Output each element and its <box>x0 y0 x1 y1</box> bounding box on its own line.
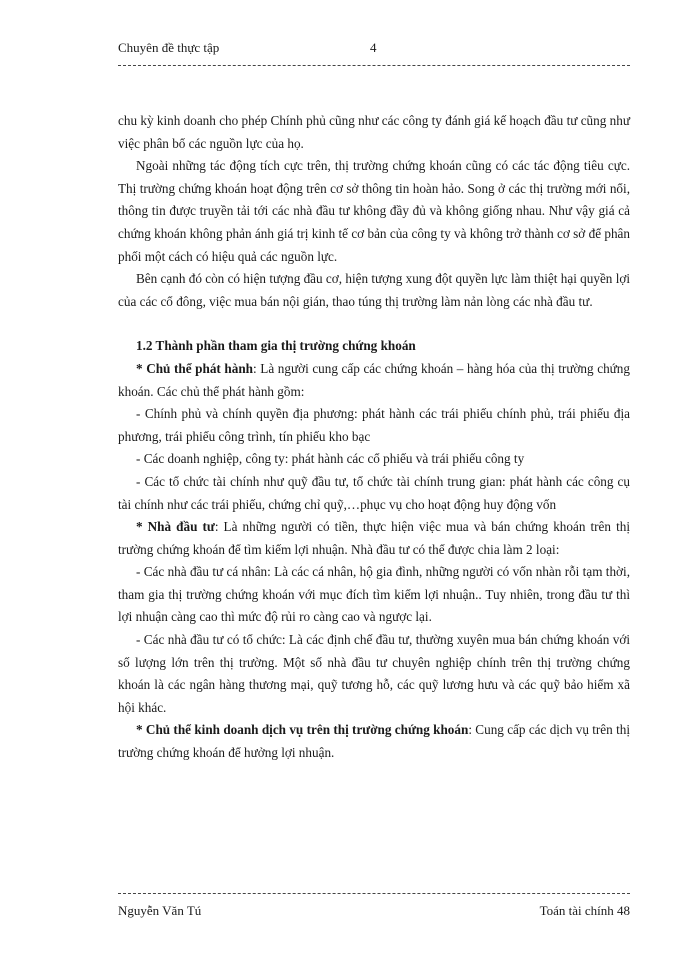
issuer-text: : Là người cung cấp các chứng khoán – hàng hóa của thị trường chứng khoán. Các chủ thể phát hành gồm: <box>118 360 630 399</box>
paragraph-speculation: Bên cạnh đó còn có hiện tượng đầu cơ, hiện tượng xung đột quyền lực làm thiệt hại quyền lợi của các cổ đông, việc mua bán nội gián, thao túng thị trường làm nản lòng các nhà đầu tư. <box>118 271 630 309</box>
paragraph-issuer-corporate: - Các doanh nghiệp, công ty: phát hành các cổ phiếu và trái phiếu công ty <box>136 451 525 467</box>
page-body <box>118 110 630 765</box>
page-footer <box>118 903 630 923</box>
paragraph-investor-individual: - Các nhà đầu tư cá nhân: Là các cá nhân, hộ gia đình, những người có vốn nhàn rỗi tạm thời, tham gia thị trường chứng khoán với mục đích tìm kiếm lợi nhuận.. Tuy nhiên, trong đầu tư thì lợi nhuận càng cao thì mức độ rủi ro càng cao và ngược lại. <box>118 564 630 625</box>
footer-class: Toán tài chính 48 <box>539 903 630 918</box>
page-number: 4 <box>370 40 377 55</box>
paragraph-issuer <box>118 358 630 403</box>
footer-author: Nguyễn Văn Tú <box>118 903 202 918</box>
header-title: Chuyên đề thực tập <box>118 40 220 55</box>
page-header <box>118 40 630 60</box>
paragraph-issuer-government: - Chính phủ và chính quyền địa phương: phát hành các trái phiếu chính phủ, trái phiếu địa phương, trái phiếu công trình, tín phiếu kho bạc <box>118 406 630 444</box>
investor-label: * Nhà đầu tư <box>136 519 215 535</box>
broker-label: * Chủ thể kinh doanh dịch vụ trên thị trường chứng khoán <box>136 722 469 738</box>
section-heading: 1.2 Thành phần tham gia thị trường chứng khoán <box>136 338 416 354</box>
paragraph-investor <box>118 516 630 561</box>
paragraph-broker <box>118 719 630 764</box>
paragraph-issuer-financial: - Các tổ chức tài chính như quỹ đầu tư, tổ chức tài chính trung gian: phát hành các công cụ tài chính như các trái phiếu, chứng chỉ quỹ,…phục vụ cho hoạt động huy động vốn <box>118 473 630 512</box>
issuer-label: * Chủ thể phát hành <box>136 360 253 376</box>
investor-text: : Là những người có tiền, thực hiện việc mua và bán chứng khoán trên thị trường chứng khoán để tìm kiếm lợi nhuận. Nhà đầu tư có thể được chia làm 2 loại: <box>118 519 630 557</box>
broker-text: : Cung cấp các dịch vụ trên thị trường chứng khoán để hưởng lợi nhuận. <box>118 722 630 761</box>
footer-divider <box>118 893 630 894</box>
paragraph-negative-effects: Ngoài những tác động tích cực trên, thị trường chứng khoán cũng có các tác động tiêu cực. Thị trường chứng khoán hoạt động trên cơ sở thông tin hoàn hảo. Song ở các thị trường mới nổi, thông tin được truyền tải tới các nhà đầu tư không đầy đủ và không giống nhau. Như vậy giá cả chứng khoán không phản ánh giá trị kinh tế cơ bản của công ty và không trở thành cơ sở để phân phối một cách có hiệu quả các nguồn lực. <box>118 158 630 264</box>
header-divider <box>118 65 630 66</box>
paragraph-intro: chu kỳ kinh doanh cho phép Chính phủ cũng như các công ty đánh giá kế hoạch đầu tư cũng như việc phân bổ các nguồn lực của họ. <box>118 113 630 151</box>
paragraph-investor-institutional: - Các nhà đầu tư có tổ chức: Là các định chế đầu tư, thường xuyên mua bán chứng khoán với số lượng lớn trên thị trường. Một số nhà đầu tư chuyên nghiệp chính trên thị trường chứng khoán là các ngân hàng thương mại, quỹ tương hỗ, các quỹ lương hưu và các quỹ bảo hiểm xã hội khác. <box>118 632 630 715</box>
